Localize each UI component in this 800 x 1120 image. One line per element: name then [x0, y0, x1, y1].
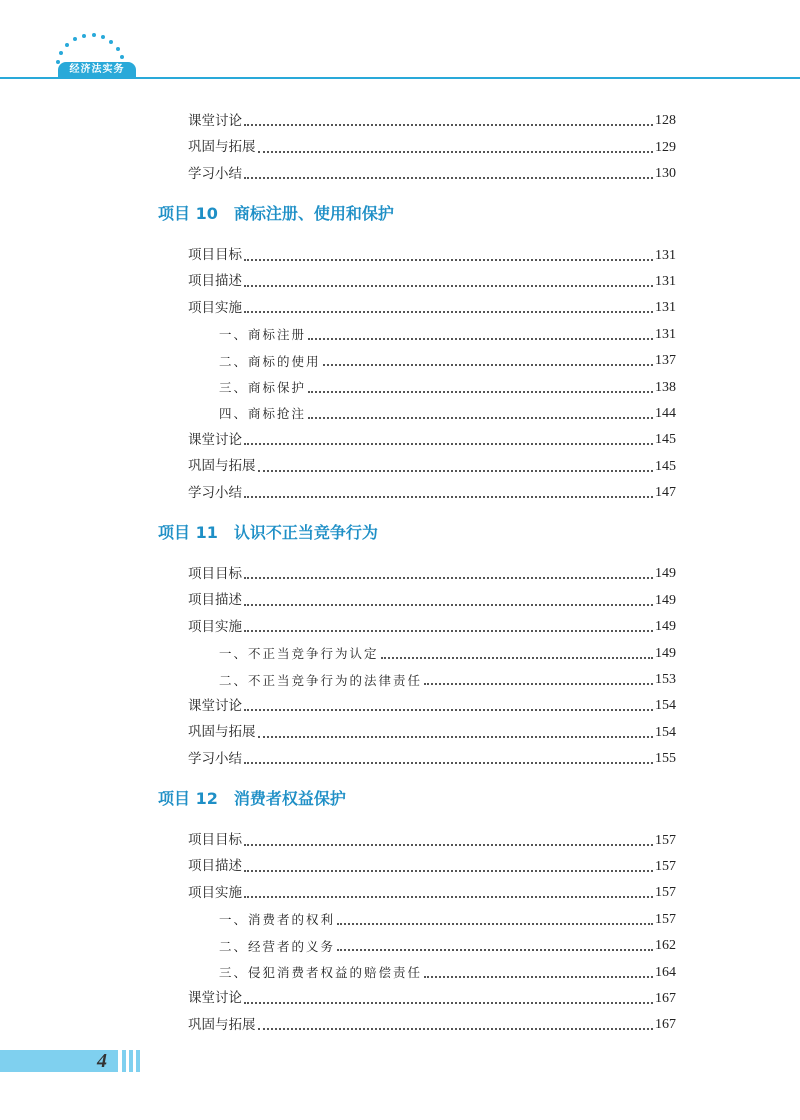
toc-row: [0, 107, 800, 133]
toc-row: [0, 666, 800, 692]
entry-title: 巩固与拓展: [188, 1016, 256, 1033]
toc-subentry[interactable]: [219, 328, 676, 342]
dot-leader: [381, 657, 653, 659]
entry-title: 一、商标注册: [219, 327, 307, 343]
entry-page-number: 129: [655, 139, 676, 155]
toc-entry[interactable]: [188, 860, 676, 874]
entry-page-number: 155: [655, 751, 676, 767]
table-of-contents: [0, 107, 800, 1037]
toc-entry[interactable]: [188, 886, 676, 900]
toc-row: [0, 853, 800, 879]
entry-title: 项目实施: [188, 884, 242, 901]
entry-page-number: 131: [655, 326, 676, 342]
dot-leader: [308, 417, 653, 419]
toc-row: [0, 294, 800, 320]
toc-entry[interactable]: [188, 834, 676, 848]
entry-page-number: 149: [655, 619, 676, 635]
entry-title: 课堂讨论: [188, 697, 242, 714]
toc-section-heading: [0, 519, 800, 546]
dot-leader: [244, 709, 653, 711]
entry-page-number: 157: [655, 885, 676, 901]
toc-entry[interactable]: [188, 992, 676, 1006]
toc-row: [0, 613, 800, 639]
dot-leader: [244, 630, 653, 632]
toc-row: [0, 241, 800, 267]
toc-section-heading: [0, 200, 800, 227]
dot-leader: [323, 364, 653, 366]
toc-row: [0, 160, 800, 186]
entry-page-number: 147: [655, 485, 676, 501]
entry-title: 学习小结: [188, 484, 242, 501]
entry-title: 项目描述: [188, 858, 242, 875]
entry-title: 四、商标抢注: [219, 406, 307, 422]
toc-row: [0, 373, 800, 399]
dot-leader: [244, 259, 653, 261]
toc-entry[interactable]: [188, 141, 676, 155]
dot-leader: [244, 496, 653, 498]
toc-entry[interactable]: [188, 433, 676, 447]
entry-page-number: 145: [655, 432, 676, 448]
entry-title: 项目目标: [188, 565, 242, 582]
dot-leader: [244, 285, 653, 287]
toc-subentry[interactable]: [219, 354, 676, 368]
dot-leader: [244, 443, 653, 445]
toc-entry[interactable]: [188, 594, 676, 608]
section-title: 认识不正当竞争行为: [233, 523, 378, 543]
toc-subentry[interactable]: [219, 407, 676, 421]
entry-page-number: 167: [655, 990, 676, 1006]
dot-leader: [337, 949, 653, 951]
toc-entry[interactable]: [188, 1018, 676, 1032]
dot-leader: [337, 923, 653, 925]
entry-page-number: 157: [655, 832, 676, 848]
toc-entry[interactable]: [188, 567, 676, 581]
entry-title: 课堂讨论: [188, 431, 242, 448]
entry-title: 三、商标保护: [219, 380, 307, 396]
entry-page-number: 149: [655, 592, 676, 608]
toc-row: [0, 133, 800, 159]
toc-subentry[interactable]: [219, 939, 676, 953]
dot-leader: [244, 311, 653, 313]
dot-leader: [244, 177, 653, 179]
dot-leader: [258, 151, 654, 153]
toc-row: [0, 479, 800, 505]
header-rule: [0, 77, 800, 79]
entry-page-number: 144: [655, 405, 676, 421]
toc-row: [0, 745, 800, 771]
toc-row: [0, 718, 800, 744]
page-number: 4: [97, 1050, 107, 1072]
toc-row: [0, 826, 800, 852]
dot-leader: [424, 976, 653, 978]
toc-row: [0, 426, 800, 452]
toc-row: [0, 639, 800, 665]
toc-entry[interactable]: [188, 460, 676, 474]
dot-leader: [244, 762, 653, 764]
entry-page-number: 167: [655, 1017, 676, 1033]
entry-title: 学习小结: [188, 165, 242, 182]
toc-entry[interactable]: [188, 114, 676, 128]
dot-leader: [258, 1028, 654, 1030]
toc-row: [0, 1011, 800, 1037]
toc-row: [0, 932, 800, 958]
entry-page-number: 153: [655, 672, 676, 688]
entry-page-number: 154: [655, 724, 676, 740]
dot-leader: [258, 470, 654, 472]
dot-leader: [258, 736, 654, 738]
toc-row: [0, 560, 800, 586]
entry-title: 巩固与拓展: [188, 458, 256, 475]
book-title-tab: 经济法实务: [58, 62, 136, 78]
toc-row: [0, 320, 800, 346]
entry-page-number: 149: [655, 645, 676, 661]
entry-page-number: 157: [655, 911, 676, 927]
toc-entry[interactable]: [188, 249, 676, 263]
header-dot-arc-decoration: [52, 26, 132, 66]
entry-title: 项目描述: [188, 273, 242, 290]
toc-subentry[interactable]: [219, 647, 676, 661]
entry-title: 巩固与拓展: [188, 724, 256, 741]
entry-title: 二、商标的使用: [219, 353, 321, 369]
toc-row: [0, 268, 800, 294]
toc-entry[interactable]: [188, 726, 676, 740]
toc-entry[interactable]: [188, 699, 676, 713]
entry-title: 一、不正当竞争行为认定: [219, 646, 379, 662]
toc-section-heading: [0, 785, 800, 812]
footer-stripes-decoration: [122, 1050, 144, 1072]
section-title: 消费者权益保护: [233, 789, 346, 809]
section-title: 商标注册、使用和保护: [233, 204, 394, 224]
entry-page-number: 131: [655, 273, 676, 289]
dot-leader: [244, 1002, 653, 1004]
dot-leader: [308, 391, 653, 393]
entry-title: 项目目标: [188, 247, 242, 264]
section-number: 项目 11: [158, 523, 218, 543]
entry-title: 二、经营者的义务: [219, 938, 336, 954]
entry-title: 巩固与拓展: [188, 139, 256, 156]
entry-page-number: 128: [655, 113, 676, 129]
toc-subentry[interactable]: [219, 966, 676, 980]
entry-title: 三、侵犯消费者权益的赔偿责任: [219, 965, 423, 981]
toc-entry[interactable]: [188, 620, 676, 634]
entry-page-number: 138: [655, 379, 676, 395]
entry-title: 项目实施: [188, 299, 242, 316]
entry-title: 项目实施: [188, 618, 242, 635]
toc-entry[interactable]: [188, 752, 676, 766]
dot-leader: [244, 896, 653, 898]
toc-row: [0, 586, 800, 612]
entry-page-number: 131: [655, 247, 676, 263]
section-number: 项目 10: [158, 204, 218, 224]
entry-page-number: 162: [655, 938, 676, 954]
dot-leader: [308, 338, 653, 340]
toc-subentry[interactable]: [219, 913, 676, 927]
entry-page-number: 154: [655, 698, 676, 714]
section-number: 项目 12: [158, 789, 218, 809]
toc-entry[interactable]: [188, 275, 676, 289]
toc-row: [0, 985, 800, 1011]
entry-title: 项目描述: [188, 592, 242, 609]
toc-row: [0, 347, 800, 373]
entry-title: 学习小结: [188, 750, 242, 767]
dot-leader: [244, 844, 653, 846]
dot-leader: [244, 577, 653, 579]
toc-subentry[interactable]: [219, 673, 676, 687]
entry-page-number: 149: [655, 566, 676, 582]
toc-row: [0, 692, 800, 718]
entry-title: 二、不正当竞争行为的法律责任: [219, 672, 423, 688]
entry-page-number: 157: [655, 858, 676, 874]
entry-title: 一、消费者的权利: [219, 912, 336, 928]
entry-title: 项目目标: [188, 832, 242, 849]
toc-row: [0, 905, 800, 931]
toc-row: [0, 452, 800, 478]
dot-leader: [424, 683, 653, 685]
entry-page-number: 130: [655, 166, 676, 182]
toc-row: [0, 879, 800, 905]
entry-title: 课堂讨论: [188, 990, 242, 1007]
toc-subentry[interactable]: [219, 381, 676, 395]
dot-leader: [244, 124, 653, 126]
toc-row: [0, 958, 800, 984]
dot-leader: [244, 604, 653, 606]
entry-page-number: 137: [655, 353, 676, 369]
entry-title: 课堂讨论: [188, 112, 242, 129]
entry-page-number: 164: [655, 964, 676, 980]
dot-leader: [244, 870, 653, 872]
toc-entry[interactable]: [188, 301, 676, 315]
toc-entry[interactable]: [188, 486, 676, 500]
entry-page-number: 145: [655, 458, 676, 474]
entry-page-number: 131: [655, 300, 676, 316]
toc-row: [0, 400, 800, 426]
toc-entry[interactable]: [188, 167, 676, 181]
